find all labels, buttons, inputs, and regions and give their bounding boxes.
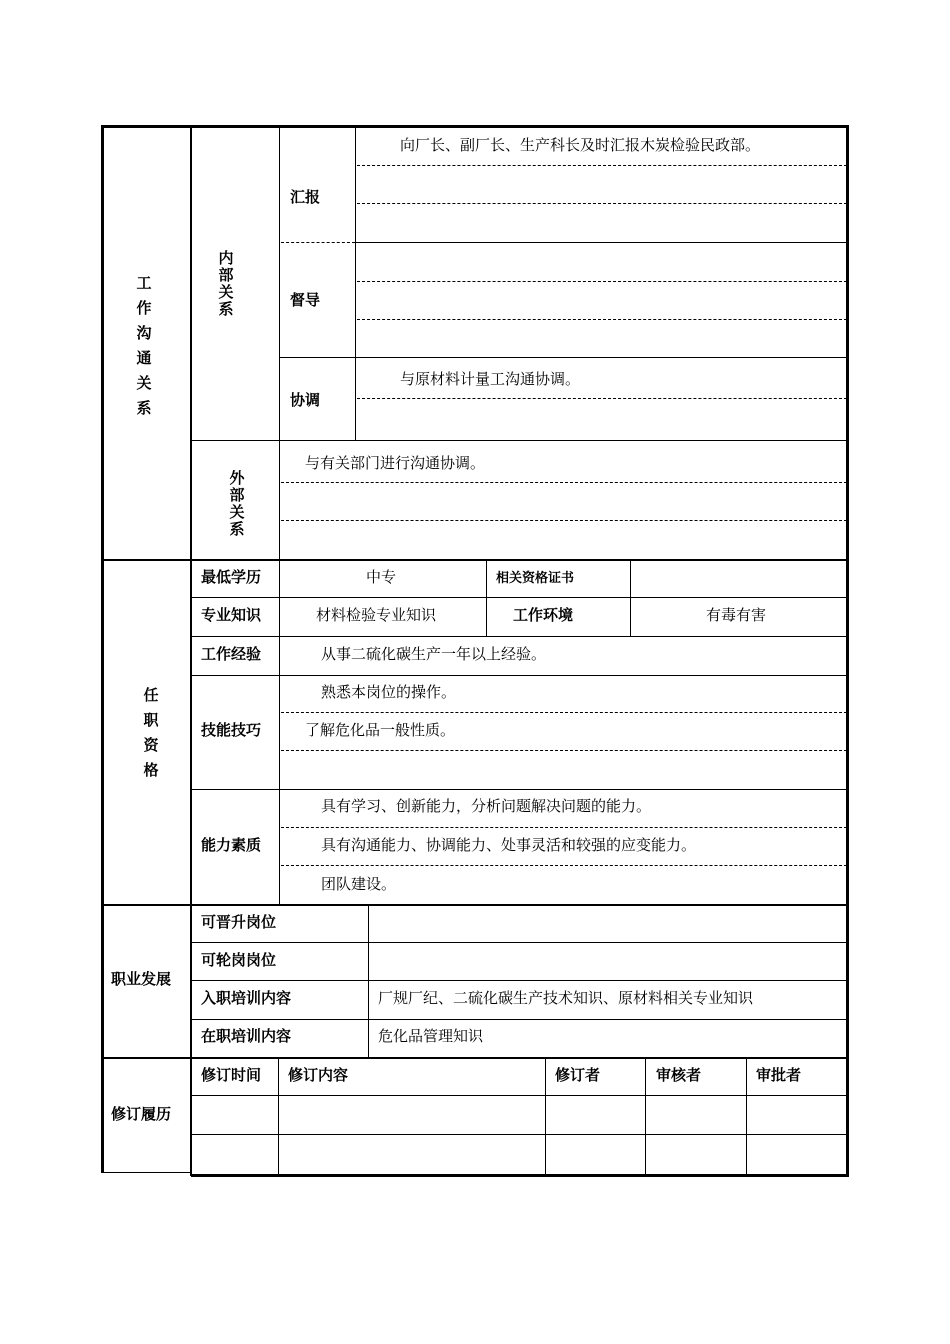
- knowledge-value: 材料检验专业知识: [316, 606, 437, 624]
- coordinate-line-1: 与原材料计量工沟通协调。: [400, 370, 581, 388]
- environment-value: 有毒有害: [706, 606, 767, 624]
- external-line-1: 与有关部门进行沟通协调。: [305, 454, 486, 472]
- qualification-section-label: 任职资格: [143, 686, 159, 779]
- revision-header-reviewer: 审核者: [656, 1066, 702, 1084]
- supervise-label: 督导: [290, 291, 321, 309]
- onboarding-label: 入职培训内容: [201, 989, 292, 1007]
- onboarding-value: 厂规厂纪、二硫化碳生产技术知识、原材料相关专业知识: [378, 989, 754, 1007]
- environment-label: 工作环境: [513, 606, 574, 624]
- career-section-label: 职业发展: [111, 970, 172, 988]
- revision-header-approver: 审批者: [756, 1066, 802, 1084]
- external-relation-label: 外部关系: [229, 469, 245, 538]
- ability-label: 能力素质: [201, 836, 262, 854]
- inservice-label: 在职培训内容: [201, 1027, 292, 1045]
- revision-header-time: 修订时间: [201, 1066, 262, 1084]
- report-label: 汇报: [290, 188, 321, 206]
- skills-line-2: 了解危化品一般性质。: [305, 721, 456, 739]
- inservice-value: 危化品管理知识: [378, 1027, 484, 1045]
- education-value: 中专: [366, 568, 397, 586]
- revision-section-label: 修订履历: [111, 1105, 172, 1123]
- coordinate-label: 协调: [290, 391, 321, 409]
- revision-row-empty-1: [191, 1096, 846, 1134]
- revision-row-empty-2: [191, 1135, 846, 1173]
- ability-line-3: 团队建设。: [321, 875, 397, 893]
- ability-line-2: 具有沟通能力、协调能力、处事灵活和较强的应变能力。: [321, 836, 697, 854]
- ability-line-1: 具有学习、创新能力，分析问题解决问题的能力。: [321, 797, 652, 815]
- skills-label: 技能技巧: [201, 721, 262, 739]
- internal-relation-label: 内部关系: [218, 249, 234, 318]
- rotation-label: 可轮岗岗位: [201, 951, 277, 969]
- certificate-label: 相关资格证书: [496, 571, 575, 586]
- knowledge-label: 专业知识: [201, 606, 262, 624]
- revision-header-reviser: 修订者: [555, 1066, 601, 1084]
- report-line-1: 向厂长、副厂长、生产科长及时汇报木炭检验民政部。: [400, 136, 761, 154]
- revision-header-content: 修订内容: [288, 1066, 349, 1084]
- education-label: 最低学历: [201, 568, 262, 586]
- communication-section-label: 工作沟通关系: [136, 274, 152, 417]
- promotion-label: 可晋升岗位: [201, 913, 277, 931]
- experience-label: 工作经验: [201, 645, 262, 663]
- skills-line-1: 熟悉本岗位的操作。: [321, 683, 457, 701]
- experience-value: 从事二硫化碳生产一年以上经验。: [321, 645, 547, 663]
